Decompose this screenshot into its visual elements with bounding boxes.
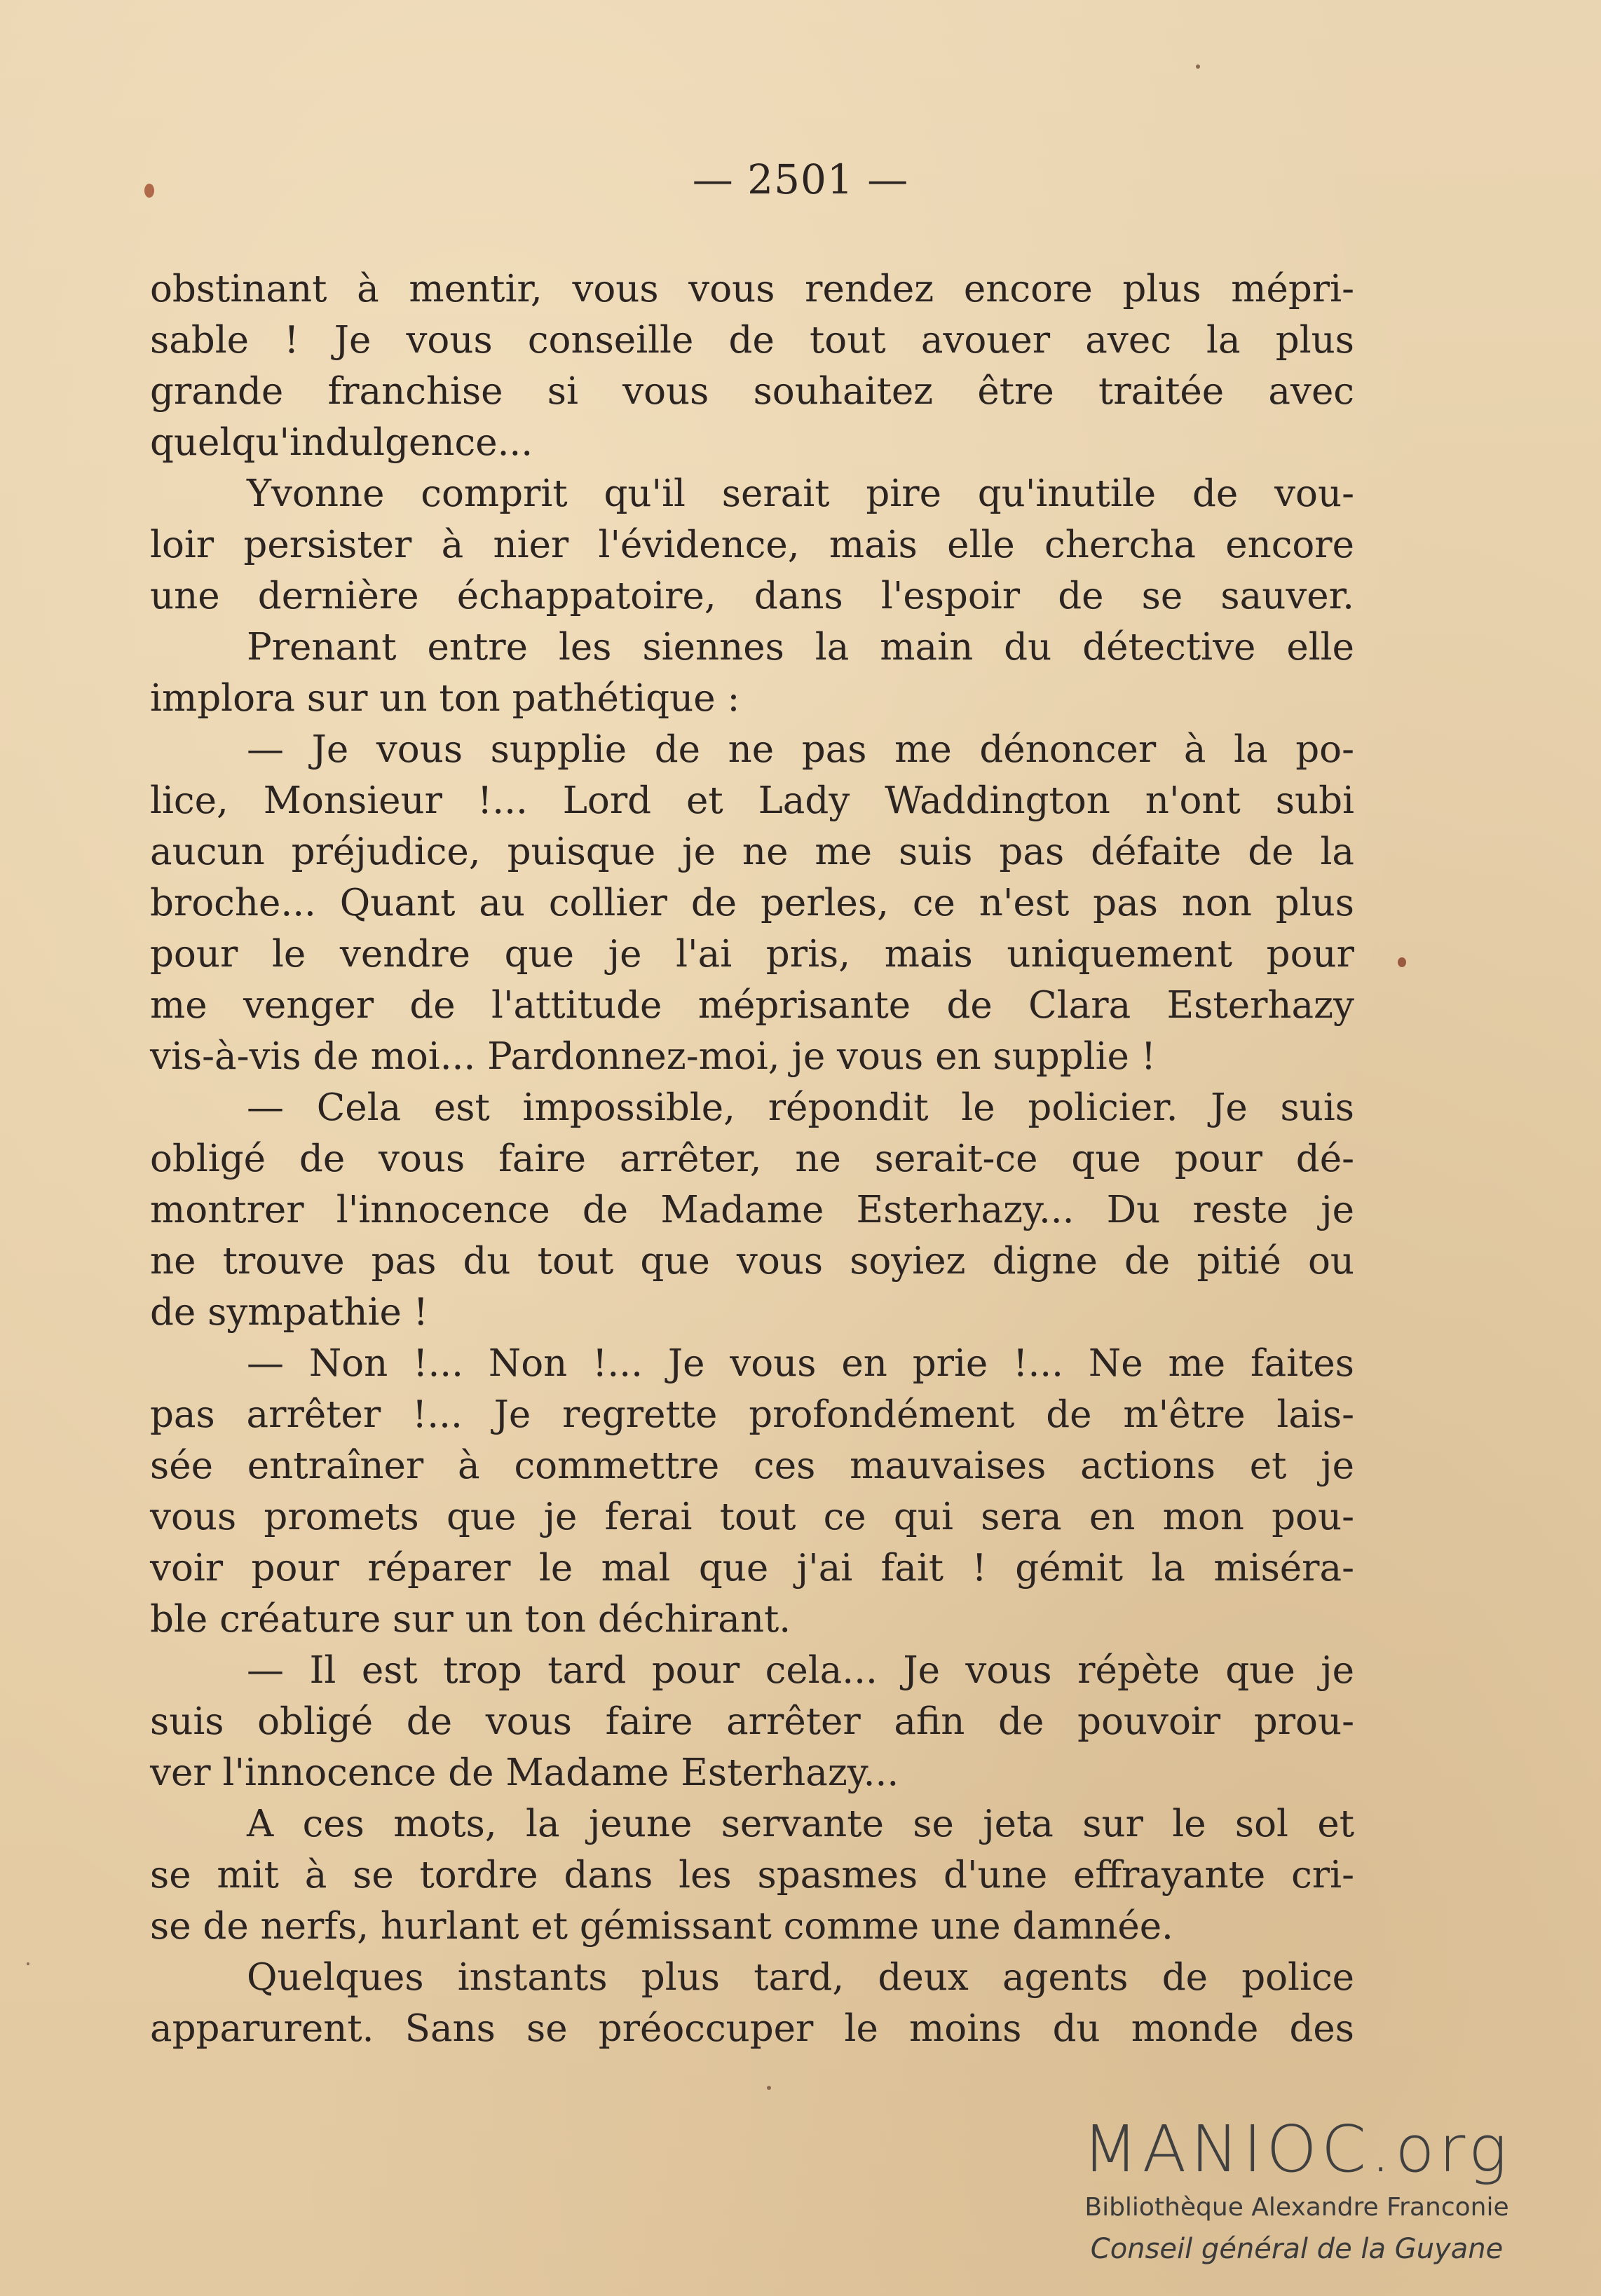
text-line: pas arrêter !... Je regrette profondément de m'être lais- (150, 1393, 1354, 1436)
text-line: quelqu'indulgence... (150, 421, 533, 464)
text-line: pour le vendre que je l'ai pris, mais uniquement pour (150, 933, 1354, 976)
paper-speck (767, 2086, 771, 2090)
text-line: — Non !... Non !... Je vous en prie !... Ne me faites (247, 1342, 1354, 1385)
text-line: — Je vous supplie de ne pas me dénoncer à la po- (247, 728, 1354, 771)
text-line: grande franchise si vous souhaitez être traitée avec (150, 370, 1354, 413)
text-line: A ces mots, la jeune servante se jeta sur le sol et (247, 1803, 1354, 1845)
text-line: vis-à-vis de moi... Pardonnez-moi, je vous en supplie ! (150, 1035, 1157, 1078)
text-line: implora sur un ton pathétique : (150, 677, 740, 720)
text-line: vous promets que je ferai tout ce qui sera en mon pou- (150, 1496, 1354, 1538)
text-line: Quelques instants plus tard, deux agents de police (247, 1956, 1354, 1999)
text-line: apparurent. Sans se préoccuper le moins du monde des (150, 2007, 1354, 2050)
text-line: se de nerfs, hurlant et gémissant comme une damnée. (150, 1905, 1173, 1948)
manioc-watermark (1030, 2111, 1563, 2271)
text-line: — Il est trop tard pour cela... Je vous répète que je (247, 1649, 1354, 1692)
paper-speck (1196, 64, 1200, 69)
text-line: sée entraîner à commettre ces mauvaises actions et je (150, 1444, 1354, 1487)
text-line: Yvonne comprit qu'il serait pire qu'inutile de vou- (247, 472, 1354, 515)
text-line: voir pour réparer le mal que j'ai fait ! gémit la miséra- (150, 1547, 1354, 1590)
text-line: aucun préjudice, puisque je ne me suis pas défaite de la (150, 831, 1354, 873)
text-line: de sympathie ! (150, 1291, 428, 1334)
paper-speck (1398, 957, 1406, 967)
text-line: me venger de l'attitude méprisante de Clara Esterhazy (150, 984, 1354, 1027)
text-line: obligé de vous faire arrêter, ne serait-ce que pour dé- (150, 1137, 1354, 1180)
manioc-logo: MANIOC.org (1082, 2112, 1511, 2187)
text-line: ver l'innocence de Madame Esterhazy... (150, 1751, 899, 1794)
text-line: broche... Quant au collier de perles, ce n'est pas non plus (150, 882, 1354, 924)
text-line: obstinant à mentir, vous vous rendez encore plus mépri- (150, 268, 1354, 310)
watermark-library: Bibliothèque Alexandre Franconie (1084, 2193, 1509, 2222)
text-line: Prenant entre les siennes la main du détective elle (247, 626, 1354, 669)
text-line: loir persister à nier l'évidence, mais elle chercha encore (150, 524, 1354, 566)
body-text (150, 264, 1354, 2054)
text-line: ne trouve pas du tout que vous soyiez digne de pitié ou (150, 1240, 1354, 1283)
text-line: lice, Monsieur !... Lord et Lady Waddington n'ont subi (150, 779, 1354, 822)
text-line: montrer l'innocence de Madame Esterhazy... Du reste je (150, 1189, 1354, 1231)
paper-speck (144, 184, 154, 198)
page-number: — 2501 — (692, 156, 909, 203)
text-line: — Cela est impossible, répondit le policier. Je suis (247, 1086, 1354, 1129)
text-line: ble créature sur un ton déchirant. (150, 1598, 791, 1641)
text-line: se mit à se tordre dans les spasmes d'une effrayante cri- (150, 1854, 1354, 1897)
text-line: une dernière échappatoire, dans l'espoir de se sauver. (150, 575, 1354, 617)
paper-speck (27, 1962, 29, 1965)
text-line: suis obligé de vous faire arrêter afin de pouvoir prou- (150, 1700, 1354, 1743)
watermark-council: Conseil général de la Guyane (1090, 2233, 1504, 2265)
text-line: sable ! Je vous conseille de tout avouer avec la plus (150, 319, 1354, 362)
